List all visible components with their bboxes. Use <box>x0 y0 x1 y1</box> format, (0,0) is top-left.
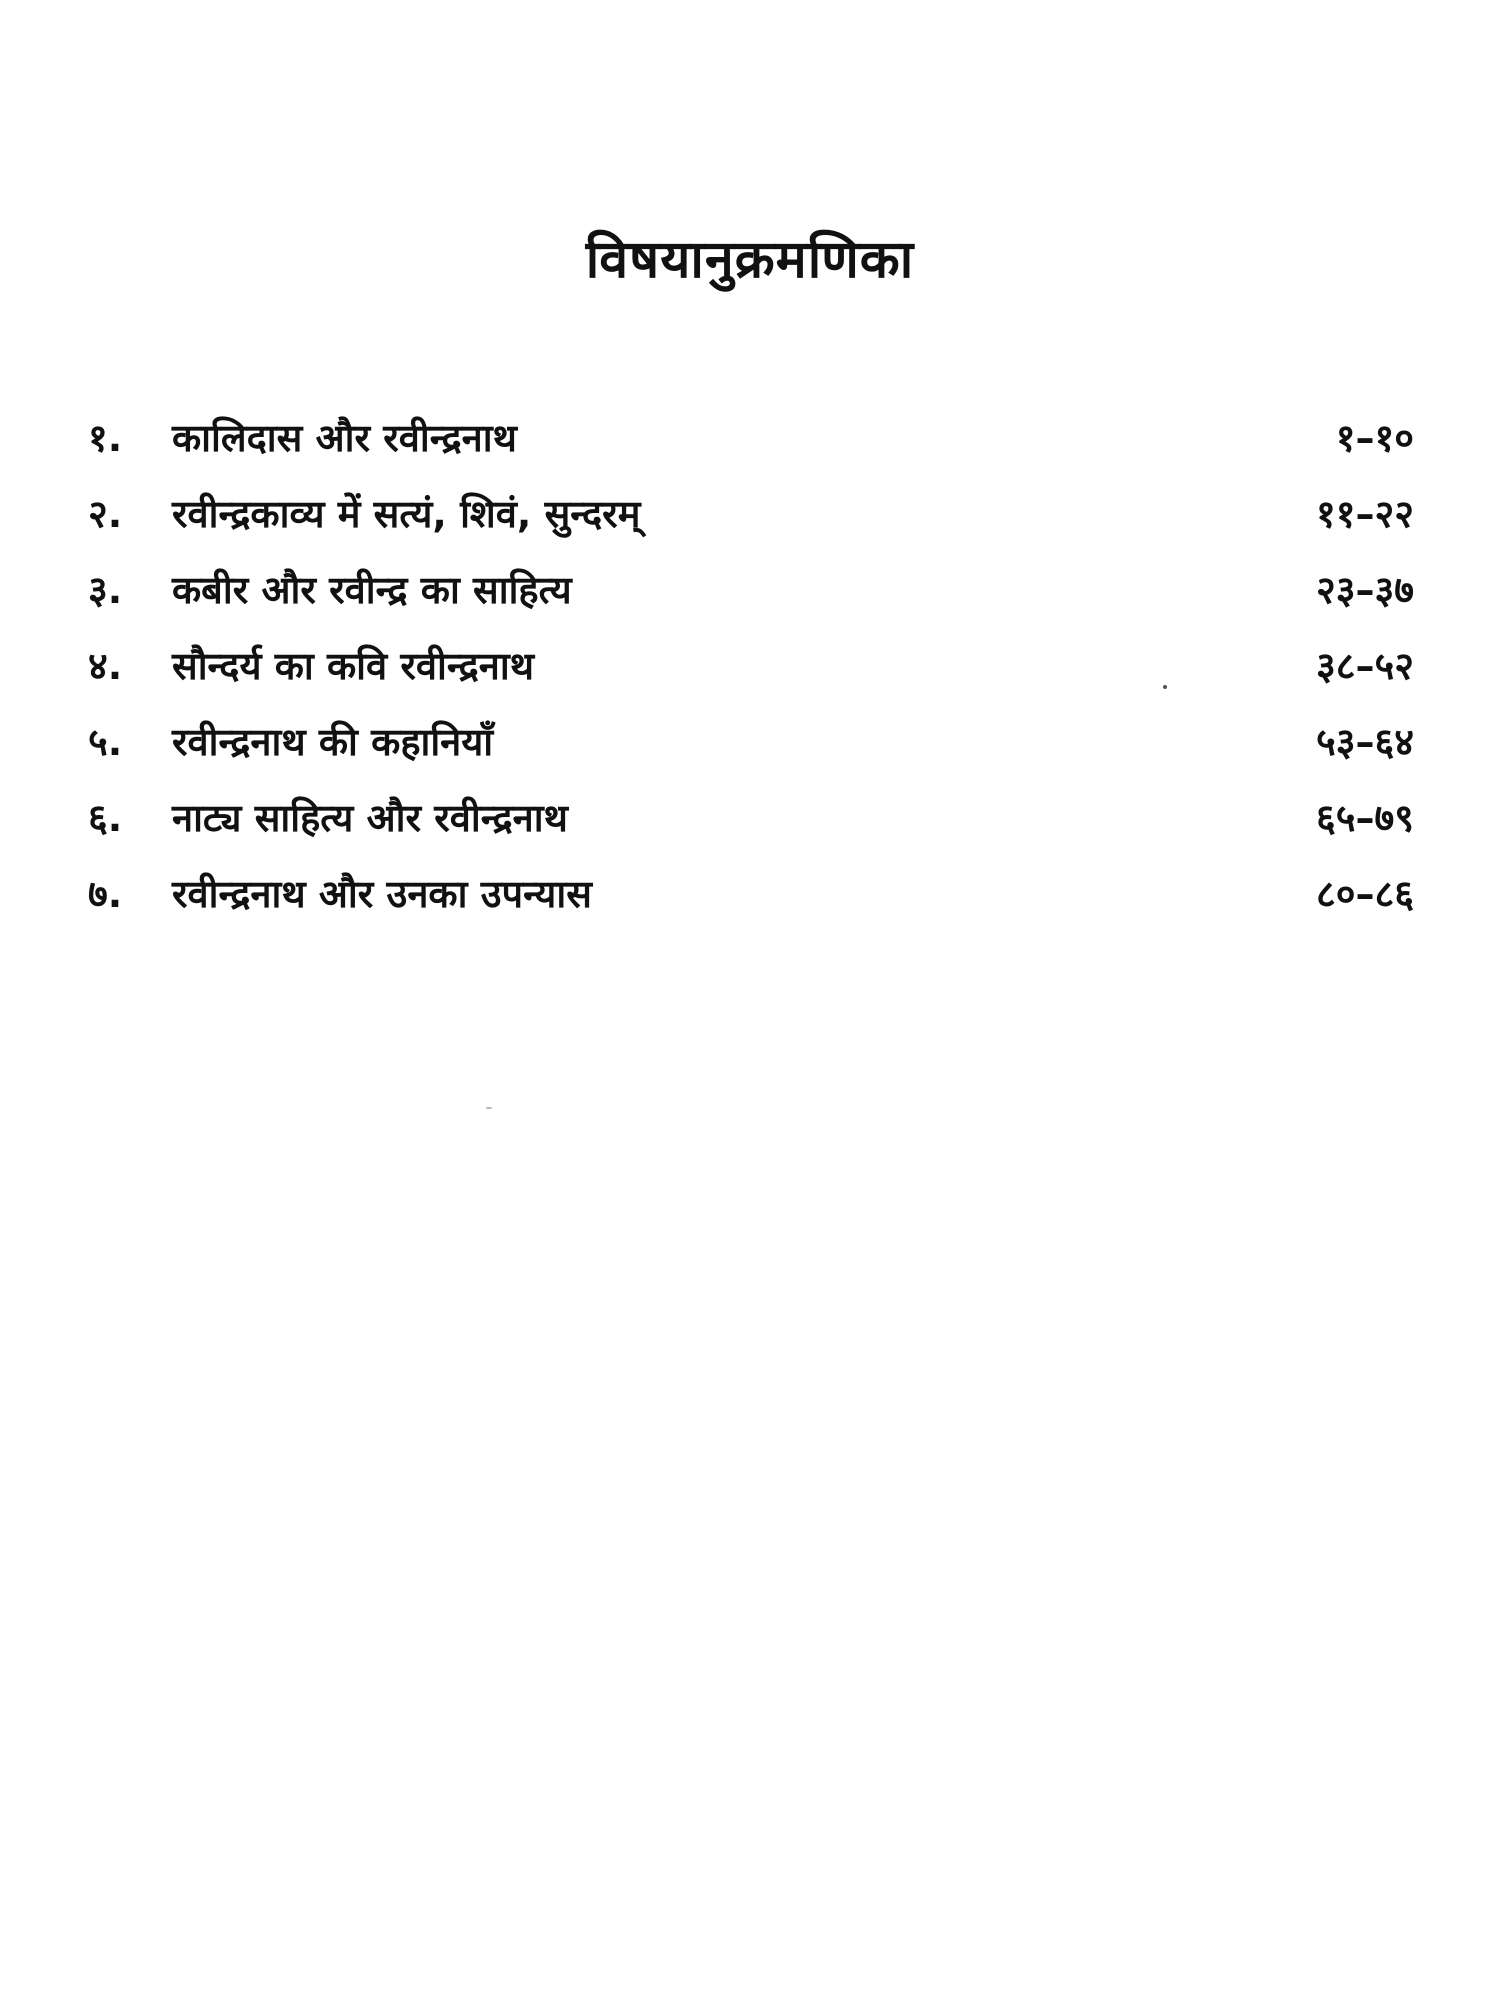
toc-entry-title: रवीन्द्रनाथ और उनका उपन्यास <box>172 872 592 916</box>
toc-entry <box>88 552 1414 628</box>
toc-entry-title: कालिदास और रवीन्द्रनाथ <box>172 416 517 460</box>
toc-entry <box>88 704 1414 780</box>
toc-entry <box>88 628 1414 704</box>
toc-entry <box>88 476 1414 552</box>
scan-speck <box>1163 685 1167 689</box>
table-of-contents <box>88 400 1414 932</box>
toc-entry-pages: ६५–७९ <box>1315 796 1414 840</box>
toc-entry-number: २. <box>88 492 123 536</box>
toc-entry-number: ६. <box>88 796 123 840</box>
toc-entry-number: १. <box>88 416 123 460</box>
toc-entry-title: नाट्य साहित्य और रवीन्द्रनाथ <box>172 796 568 840</box>
toc-entry-pages: १–१० <box>1335 416 1414 460</box>
toc-entry-title: रवीन्द्रकाव्य में सत्यं, शिवं, सुन्दरम् <box>172 492 641 536</box>
toc-entry <box>88 780 1414 856</box>
toc-entry-number: ५. <box>88 720 123 764</box>
scan-speck <box>486 1107 492 1109</box>
toc-entry-number: ४. <box>88 644 123 688</box>
toc-entry <box>88 400 1414 476</box>
toc-entry-number: ३. <box>88 568 123 612</box>
toc-entry-title: सौन्दर्य का कवि रवीन्द्रनाथ <box>172 644 535 688</box>
toc-entry <box>88 856 1414 932</box>
toc-entry-pages: ११–२२ <box>1315 492 1414 536</box>
toc-entry-title: कबीर और रवीन्द्र का साहित्य <box>172 568 572 612</box>
toc-entry-pages: ३८–५२ <box>1315 644 1414 688</box>
toc-entry-pages: ५३–६४ <box>1315 720 1414 764</box>
toc-entry-number: ७. <box>88 872 123 916</box>
toc-entry-pages: ८०–८६ <box>1315 872 1414 916</box>
page-title: विषयानुक्रमणिका <box>585 230 915 290</box>
toc-entry-pages: २३–३७ <box>1315 568 1414 612</box>
toc-entry-title: रवीन्द्रनाथ की कहानियाँ <box>172 720 494 764</box>
